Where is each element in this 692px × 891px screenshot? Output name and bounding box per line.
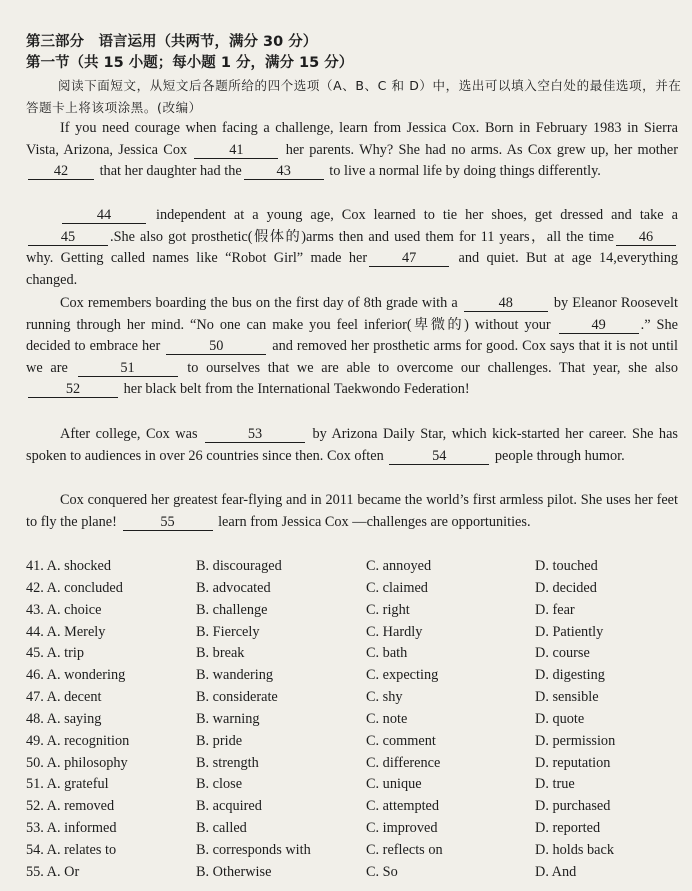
option-c[interactable]: C. comment [366,732,436,749]
option-b[interactable]: B. acquired [196,798,262,815]
passage-text: If you need courage when facing a challenge, learn from Jessica Cox. Born in February 1983 in Sierra Vista, Arizona, Jessica Cox [26,120,678,158]
option-d[interactable]: D. course [535,645,590,662]
option-row [26,753,686,775]
passage-text: by Eleanor Roosevelt running through her mind. “No one can make you feel inferior(卑微的) without your [26,295,678,333]
option-c[interactable]: C. reflects on [366,841,443,858]
passage-text: independent at a young age, Cox learned to tie her shoes, get dressed and take a [148,207,678,223]
option-d[interactable]: D. fear [535,601,575,618]
option-d[interactable]: D. decided [535,579,597,596]
option-row [26,840,686,862]
paragraph-5 [26,490,678,533]
option-d[interactable]: D. holds back [535,841,615,858]
blank-45: 45 [28,230,108,246]
option-b[interactable]: B. discouraged [196,558,282,574]
blank-44: 44 [62,208,146,224]
passage-text: and removed her prosthetic arms for good. Cox says that it is not until we are [26,338,678,376]
blank-48: 48 [464,296,548,312]
blank-49: 49 [559,318,639,334]
option-a[interactable]: 41. A. shocked [26,558,111,574]
option-a[interactable]: 53. A. informed [26,820,117,837]
passage-text: and quiet. But at age 14,everything changed. [26,250,678,288]
passage-text: After college, Cox was [60,426,203,442]
option-a[interactable]: 52. A. removed [26,798,115,815]
blank-50: 50 [166,339,266,355]
paragraph-4 [26,424,678,467]
option-c[interactable]: C. shy [366,689,403,706]
option-a[interactable]: 48. A. saying [26,710,102,727]
option-d[interactable]: D. purchased [535,798,611,815]
option-d[interactable]: D. sensible [535,689,599,706]
passage-text: people through humor. [491,447,625,464]
option-row [26,687,686,709]
option-d[interactable]: D. quote [535,710,585,727]
option-b[interactable]: B. close [196,776,243,793]
option-c[interactable]: C. difference [366,754,441,771]
blank-46: 46 [616,230,676,246]
option-c[interactable]: C. note [366,710,408,727]
blank-53: 53 [205,427,305,443]
option-a[interactable]: 49. A. recognition [26,732,130,749]
part-heading: 第三部分 语言运用（共两节，满分 30 分） [26,34,318,50]
option-b[interactable]: B. challenge [196,601,268,618]
passage-text: Cox remembers boarding the bus on the first day of 8th grade with a [60,295,462,311]
option-d[interactable]: D. reputation [535,754,611,771]
option-b[interactable]: B. strength [196,754,259,771]
passage-text: that her daughter had the [96,163,242,179]
option-a[interactable]: 45. A. trip [26,645,84,662]
option-row [26,556,686,578]
option-row [26,796,686,818]
option-c[interactable]: C. annoyed [366,558,432,574]
blank-43: 43 [244,164,324,180]
option-b[interactable]: B. wandering [196,667,274,684]
option-b[interactable]: B. Fiercely [196,623,260,640]
option-row [26,665,686,687]
option-row [26,578,686,600]
blank-47: 47 [369,251,449,267]
option-row [26,622,686,644]
option-a[interactable]: 46. A. wondering [26,667,126,684]
option-b[interactable]: B. warning [196,710,260,727]
option-a[interactable]: 50. A. philosophy [26,754,128,771]
option-a[interactable]: 51. A. grateful [26,776,109,793]
passage-text: to ourselves that we are able to overcome our challenges. That year, she also [179,359,678,376]
option-d[interactable]: D. Patiently [535,623,604,640]
passage-text: her black belt from the International Taekwondo Federation! [120,381,470,397]
option-c[interactable]: C. expecting [366,667,439,684]
option-b[interactable]: B. advocated [196,579,271,596]
option-c[interactable]: C. unique [366,776,422,793]
option-d[interactable]: D. touched [535,558,598,574]
blank-54: 54 [389,449,489,465]
blank-42: 42 [28,164,94,180]
option-d[interactable]: D. true [535,776,575,793]
option-row [26,643,686,665]
option-d[interactable]: D. reported [535,820,601,837]
passage-text: by Arizona Daily Star, which kick-started her career. She has spoken to audiences in over 26 countries since then. Cox often [26,426,678,464]
option-b[interactable]: B. Otherwise [196,863,272,880]
option-row [26,862,686,884]
option-row [26,600,686,622]
option-row [26,731,686,753]
option-c[interactable]: C. right [366,601,410,618]
option-c[interactable]: C. bath [366,645,408,662]
blank-41: 41 [194,143,278,159]
option-a[interactable]: 42. A. concluded [26,579,123,596]
option-c[interactable]: C. claimed [366,579,428,596]
option-c[interactable]: C. improved [366,820,438,837]
section-heading: 第一节（共 15 小题；每小题 1 分，满分 15 分） [26,55,354,71]
option-b[interactable]: B. called [196,820,247,837]
option-a[interactable]: 43. A. choice [26,601,102,618]
option-d[interactable]: D. And [535,863,577,880]
option-c[interactable]: C. Hardly [366,623,423,640]
passage-text: to live a normal life by doing things differently. [325,163,601,179]
option-b[interactable]: B. pride [196,732,243,749]
option-row [26,774,686,796]
paragraph-1 [26,118,678,183]
passage-text: why. Getting called names like “Robot Girl” made her [26,250,368,266]
paragraph-2 [26,205,678,291]
option-row [26,709,686,731]
blank-51: 51 [78,361,178,377]
paragraph-3 [26,293,678,401]
option-b[interactable]: B. break [196,645,245,662]
answer-options [26,556,686,884]
blank-55: 55 [123,515,213,531]
option-d[interactable]: D. digesting [535,667,605,684]
passage-text: her parents. Why? She had no arms. As Cox grew up, her mother [280,141,678,158]
option-d[interactable]: D. permission [535,732,616,749]
option-b[interactable]: B. corresponds with [196,841,311,858]
option-c[interactable]: C. So [366,863,398,880]
option-b[interactable]: B. considerate [196,689,278,706]
option-a[interactable]: 54. A. relates to [26,841,117,858]
instructions: 阅读下面短文，从短文后各题所给的四个选项（A、B、C 和 D）中，选出可以填入空白处的最佳选项，并在答题卡上将该项涂黑。(改编） [26,78,682,115]
passage-text: .She also got prosthetic(假体的)arms then and used them for 11 years，all the time [110,228,614,245]
passage-text: .” She decided to embrace her [26,316,678,354]
passage-text: Cox conquered her greatest fear-flying and in 2011 became the world’s first armless pilot. She uses her feet to fly the plane! [26,492,678,530]
passage-text: learn from Jessica Cox —challenges are opportunities. [214,513,531,530]
option-a[interactable]: 44. A. Merely [26,623,106,640]
option-c[interactable]: C. attempted [366,798,440,815]
option-a[interactable]: 47. A. decent [26,689,102,706]
option-a[interactable]: 55. A. Or [26,863,80,880]
option-row [26,818,686,840]
blank-52: 52 [28,382,118,398]
